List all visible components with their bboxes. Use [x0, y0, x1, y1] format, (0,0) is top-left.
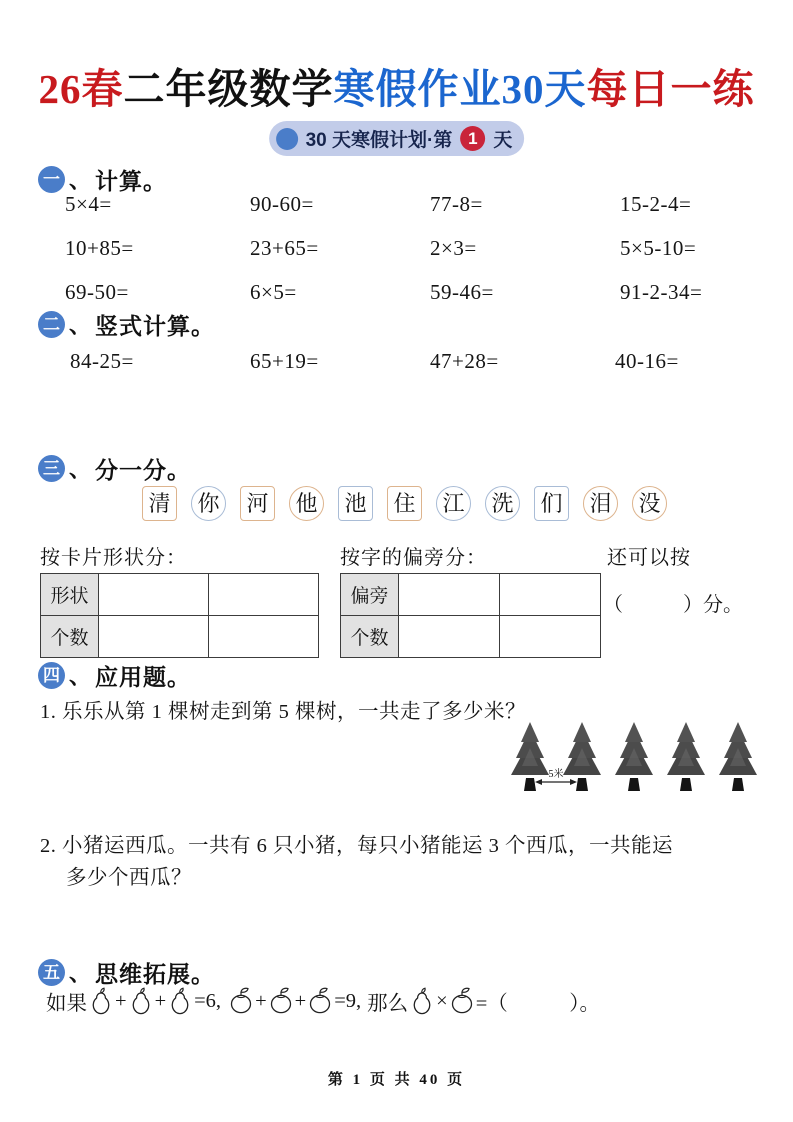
page-title — [0, 56, 793, 115]
answer-blank: =（ ）。 — [475, 993, 600, 1015]
calc-problem: 59-46= — [430, 280, 494, 304]
character-card: 池 — [338, 486, 373, 521]
pine-tree-icon — [511, 722, 549, 791]
character-card: 他 — [289, 486, 324, 521]
pine-tree-icon — [615, 722, 653, 791]
equals-six: =6, — [194, 989, 222, 1012]
character-card: 洗 — [485, 486, 520, 521]
calc-problem: 5×5-10= — [620, 236, 697, 260]
answer-cell — [500, 574, 601, 616]
section-comma: 、 — [69, 313, 92, 338]
section-heading-vertical — [38, 308, 215, 341]
character-card: 泪 — [583, 486, 618, 521]
extra-sort-text-line2: （ ）分。 — [603, 594, 743, 616]
pine-tree-icon — [719, 722, 757, 791]
calc-problem: 69-50= — [65, 280, 129, 304]
character-card: 住 — [387, 486, 422, 521]
trees-illustration — [508, 720, 760, 799]
pine-tree-icon — [667, 722, 705, 791]
apple-icon — [268, 987, 294, 1015]
answer-cell — [99, 616, 209, 658]
section-number-circle: 三 — [38, 455, 65, 482]
title-part-2: 二年级数学 — [123, 66, 334, 112]
pear-icon — [88, 987, 114, 1015]
day-plan-badge — [269, 121, 525, 156]
answer-cell — [399, 616, 500, 658]
calc-problem: 90-60= — [250, 192, 314, 216]
section-heading-word — [38, 659, 191, 692]
section-number-circle: 五 — [38, 959, 65, 986]
section-title: 思维拓展。 — [95, 962, 216, 987]
calc-problems — [65, 192, 775, 305]
extra-sort-text-line1: 还可以按 — [607, 547, 691, 569]
times-sign: × — [436, 989, 448, 1012]
blue-dot-icon — [276, 128, 298, 150]
calc-problem: 2×3= — [430, 236, 477, 260]
character-card: 江 — [436, 486, 471, 521]
section-comma: 、 — [69, 168, 92, 193]
thinking-if: 如果 — [46, 993, 87, 1015]
vertical-calc-problem: 40-16= — [615, 349, 679, 373]
apple-icon — [228, 987, 254, 1015]
calc-problem: 23+65= — [250, 236, 319, 260]
apple-icon — [449, 987, 475, 1015]
answer-cell — [209, 574, 319, 616]
vertical-calc-problem: 47+28= — [430, 349, 499, 373]
answer-cell — [209, 616, 319, 658]
section-number-circle: 一 — [38, 166, 65, 193]
title-part-4: 每日一练 — [586, 66, 755, 112]
title-part-3: 寒假作业30天 — [333, 66, 587, 112]
plus-sign: + — [255, 989, 267, 1012]
thinking-then: 那么 — [367, 993, 409, 1015]
calc-problem: 15-2-4= — [620, 192, 692, 216]
calc-problem: 5×4= — [65, 192, 112, 216]
thinking-expression — [46, 986, 600, 1016]
row-header-radical: 偏旁 — [341, 574, 399, 616]
pine-trees-graphic — [508, 720, 760, 794]
character-card: 河 — [240, 486, 275, 521]
section-heading-thinking — [38, 956, 215, 989]
vertical-calc-problem: 65+19= — [250, 349, 319, 373]
section-number-circle: 二 — [38, 311, 65, 338]
pine-tree-icon — [563, 722, 601, 791]
plus-sign: + — [294, 989, 307, 1012]
section-comma: 、 — [69, 664, 92, 689]
section-number-circle: 四 — [38, 662, 65, 689]
section-comma: 、 — [69, 961, 92, 986]
plus-sign: + — [154, 989, 167, 1012]
answer-cell — [99, 574, 209, 616]
title-part-1: 26春 — [38, 66, 124, 112]
calc-problem: 91-2-34= — [620, 280, 703, 304]
row-header-shape: 形状 — [41, 574, 99, 616]
section-comma: 、 — [69, 457, 92, 482]
section-title: 应用题。 — [95, 665, 192, 690]
calc-problem: 10+85= — [65, 236, 134, 260]
shape-table — [40, 573, 319, 658]
character-card: 你 — [191, 486, 226, 521]
vertical-calc-problem: 84-25= — [70, 349, 134, 373]
plus-sign: + — [115, 989, 127, 1012]
row-header-count: 个数 — [341, 616, 399, 658]
question-2-text-line2: 多少个西瓜？ — [66, 867, 192, 889]
shape-table-caption: 按卡片形状分： — [40, 547, 187, 569]
radical-table-caption: 按字的偏旁分： — [340, 547, 487, 569]
section-title: 计算。 — [95, 169, 168, 194]
calc-problem: 77-8= — [430, 192, 483, 216]
row-header-count: 个数 — [41, 616, 99, 658]
section-title: 分一分。 — [95, 458, 192, 483]
character-card: 们 — [534, 486, 569, 521]
question-1-text: 1. 乐乐从第 1 棵树走到第 5 棵树，一共走了多少米？ — [40, 701, 526, 723]
answer-cell — [399, 574, 500, 616]
day-number-badge: 1 — [460, 126, 485, 151]
character-card-row — [142, 486, 667, 521]
character-card: 没 — [632, 486, 667, 521]
question-2-text-line1: 2. 小猪运西瓜。一共有 6 只小猪，每只小猪能运 3 个西瓜，一共能运 — [40, 835, 673, 857]
section-heading-sort — [38, 452, 191, 485]
radical-table — [340, 573, 601, 658]
pear-icon — [128, 987, 154, 1015]
badge-prefix: 30 天寒假计划·第 — [305, 130, 453, 151]
answer-cell — [500, 616, 601, 658]
vertical-problems — [70, 349, 780, 374]
badge-suffix: 天 — [493, 130, 513, 151]
pear-icon — [409, 987, 435, 1015]
distance-label: 5米 — [548, 769, 564, 780]
calc-problem: 6×5= — [250, 280, 297, 304]
equals-nine: =9, — [334, 989, 362, 1012]
page-footer: 第 1 页 共 40 页 — [327, 1072, 466, 1088]
apple-icon — [307, 987, 333, 1015]
character-card: 清 — [142, 486, 177, 521]
section-title: 竖式计算。 — [95, 314, 216, 339]
pear-icon — [167, 987, 193, 1015]
